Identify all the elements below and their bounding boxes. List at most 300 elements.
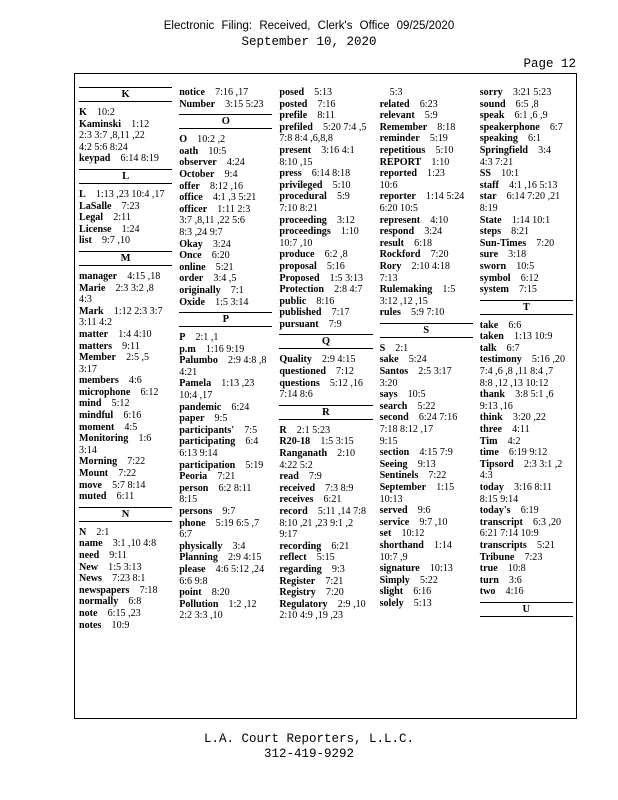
index-word: star xyxy=(479,191,497,203)
page-line-refs: 7:21 xyxy=(325,575,344,587)
page-line-refs: 6:24 7:16 7:18 8:12 ,17 9:15 xyxy=(379,412,458,447)
index-word: search xyxy=(379,400,408,412)
index-entry xyxy=(179,483,272,506)
index-entry xyxy=(480,122,573,134)
index-word: transcripts xyxy=(479,539,527,551)
page-line-refs: 5:10 xyxy=(435,144,454,156)
index-word: Ranganath xyxy=(279,448,328,460)
index-entry xyxy=(79,550,172,562)
index-entry xyxy=(380,528,473,540)
page-line-refs: 1:12 2:3 3:7 3:11 4:2 xyxy=(79,305,163,329)
index-entry xyxy=(79,468,172,480)
index-entry xyxy=(380,145,473,157)
index-entry xyxy=(480,424,573,436)
section-letter: P xyxy=(179,312,272,327)
page-line-refs: 1:5 3:12 ,12 ,15 xyxy=(379,284,456,307)
index-entry xyxy=(279,319,372,331)
index-word: section xyxy=(379,447,410,459)
index-word: Oxide xyxy=(179,296,205,308)
index-word: shorthand xyxy=(379,539,424,551)
index-word: Santos xyxy=(379,366,409,378)
index-entry xyxy=(79,596,172,608)
index-entry xyxy=(279,99,372,111)
index-entry xyxy=(480,99,573,111)
index-entry xyxy=(179,250,272,262)
page-line-refs: 6:14 8:18 xyxy=(311,168,351,180)
index-word: News xyxy=(79,573,102,585)
index-entry xyxy=(380,87,473,99)
index-word: transcript xyxy=(479,516,523,528)
index-entry xyxy=(380,366,473,389)
index-word: LaSalle xyxy=(79,200,112,212)
index-entry xyxy=(79,456,172,468)
index-entry xyxy=(480,320,573,332)
section-letter: L xyxy=(79,169,172,184)
index-word: speaking xyxy=(479,133,518,145)
index-word: License xyxy=(79,223,112,235)
page-line-refs: 6:23 xyxy=(419,98,438,110)
index-word: online xyxy=(179,261,206,273)
index-entry xyxy=(380,261,473,284)
index-entry xyxy=(480,552,573,564)
index-entry xyxy=(380,505,473,517)
index-word: sake xyxy=(379,354,399,366)
page-line-refs: 6:4 6:13 9:14 xyxy=(179,436,259,460)
index-word: Seeing xyxy=(379,458,408,470)
page-line-refs: 8:20 xyxy=(211,587,230,599)
index-entry xyxy=(480,459,573,482)
page-line-refs: 3:15 5:23 xyxy=(225,98,264,110)
index-word: read xyxy=(279,471,299,483)
index-word: prefiled xyxy=(279,121,313,133)
section-letter: N xyxy=(79,507,172,522)
page-line-refs: 7:12 xyxy=(336,366,354,378)
page-line-refs: 2:1 ,1 xyxy=(195,332,219,344)
index-entry xyxy=(279,378,372,401)
index-entry xyxy=(380,540,473,563)
index-entry xyxy=(380,412,473,447)
index-word: public xyxy=(279,295,307,307)
index-word: note xyxy=(79,607,98,619)
index-word: Rockford xyxy=(379,249,421,261)
page-line-refs: 5:19 6:5 ,7 6:7 xyxy=(179,517,260,541)
page-line-refs: 5:22 xyxy=(417,400,436,412)
index-word: phone xyxy=(179,517,206,529)
index-word: list xyxy=(79,235,92,247)
index-word: need xyxy=(79,550,100,561)
page-line-refs: 6:5 ,8 xyxy=(515,98,539,110)
index-word: R xyxy=(279,424,287,436)
page-line-refs: 6:16 xyxy=(123,410,142,422)
index-entry xyxy=(79,329,172,341)
index-entry xyxy=(179,285,272,297)
index-word: privileged xyxy=(279,179,323,191)
index-entry xyxy=(380,517,473,529)
page-line-refs: 8:11 xyxy=(317,110,335,122)
index-word: Tipsord xyxy=(479,458,514,470)
index-entry xyxy=(79,107,172,119)
page-line-refs: 7:17 xyxy=(331,307,350,319)
index-word: Kaminski xyxy=(79,118,122,130)
index-entry xyxy=(179,506,272,518)
index-word: participating xyxy=(179,436,236,448)
index-word: true xyxy=(479,563,498,575)
index-entry xyxy=(279,366,372,378)
index-word: Morning xyxy=(79,456,118,468)
index-entry xyxy=(380,470,473,482)
index-entry xyxy=(179,460,272,472)
page-line-refs: 6:19 xyxy=(520,505,539,517)
index-word: order xyxy=(179,273,204,285)
index-word: related xyxy=(379,98,410,110)
index-word: persons xyxy=(179,506,213,517)
page-line-refs: 6:19 9:12 xyxy=(508,447,548,459)
index-word: R20-18 xyxy=(279,436,311,448)
index-entry xyxy=(279,168,372,180)
index-column xyxy=(175,74,275,718)
section-letter: R xyxy=(279,405,372,420)
page-line-refs: 2:3 3:1 ,2 4:3 xyxy=(479,458,563,482)
index-word: Once xyxy=(179,250,202,262)
index-entry xyxy=(179,99,272,111)
index-word: present xyxy=(279,144,312,156)
index-word: REPORT xyxy=(379,156,422,168)
index-entry xyxy=(480,436,573,448)
index-word: rules xyxy=(379,307,401,319)
index-entry xyxy=(279,226,372,249)
index-entry xyxy=(79,352,172,375)
page-line-refs: 6:3 ,20 6:21 7:14 10:9 xyxy=(479,516,562,540)
page-line-refs: 9:3 xyxy=(331,563,345,575)
page-line-refs: 9:7 ,10 xyxy=(102,235,131,247)
page-line-refs: 4:11 xyxy=(512,424,530,436)
page-line-refs: 10:12 xyxy=(401,528,425,540)
index-word: officer xyxy=(179,203,208,215)
index-entry xyxy=(380,226,473,238)
page-line-refs: 4:24 xyxy=(226,157,245,169)
index-word: testimony xyxy=(479,354,522,366)
page-line-refs: 2:5 3:17 3:20 xyxy=(379,366,452,389)
index-word: sworn xyxy=(479,260,507,272)
index-entry xyxy=(79,341,172,353)
index-entry xyxy=(279,261,372,273)
page-line-refs: 6:7 xyxy=(549,121,563,133)
index-word: participation xyxy=(179,459,236,471)
page-line-refs: 6:20 xyxy=(211,250,230,262)
index-entry xyxy=(480,284,573,296)
index-word: speakerphone xyxy=(479,121,540,133)
index-word: office xyxy=(179,192,203,204)
index-entry xyxy=(279,448,372,471)
index-word: notice xyxy=(179,87,205,98)
index-entry xyxy=(480,389,573,412)
page-line-refs: 8:16 xyxy=(316,295,335,307)
page-line-refs: 1:11 2:3 3:7 ,8,11 ,22 5:6 8:3 ,24 9:7 xyxy=(179,203,251,238)
index-entry xyxy=(79,271,172,283)
index-entry xyxy=(380,133,473,145)
page-line-refs: 8:21 xyxy=(511,226,530,238)
page-line-refs: 5:9 xyxy=(424,110,438,122)
index-word: Protection xyxy=(279,284,325,296)
page-line-refs: 1:13 ,23 10:4 ,17 xyxy=(95,188,165,200)
index-word: normally xyxy=(79,596,119,608)
index-word: thank xyxy=(479,389,505,401)
index-entry xyxy=(179,518,272,541)
index-entry xyxy=(380,575,473,587)
index-word: represent xyxy=(379,214,421,226)
index-entry xyxy=(179,587,272,599)
index-entry xyxy=(279,599,372,622)
page-line-refs: 6:8 xyxy=(128,596,142,608)
page-line-refs: 7:16 ,17 xyxy=(215,87,249,98)
page-line-refs: 2:10 4:18 7:13 xyxy=(379,260,450,284)
index-word: New xyxy=(79,561,99,573)
index-column xyxy=(75,74,175,718)
index-word: posed xyxy=(279,87,305,98)
index-column xyxy=(275,74,375,718)
page-line-refs: 6:21 xyxy=(331,540,350,552)
index-entry xyxy=(380,354,473,366)
index-word: proceeding xyxy=(279,214,327,226)
page-line-refs: 10:5 xyxy=(516,260,535,272)
index-word: questioned xyxy=(279,366,326,378)
index-word: matter xyxy=(79,328,109,340)
page-line-refs: 1:14 5:24 6:20 10:5 xyxy=(379,191,465,214)
index-word: second xyxy=(379,412,409,424)
page-line-refs: 1:13 10:9 xyxy=(513,331,553,343)
page-line-refs: 7:3 8:9 xyxy=(325,482,354,494)
index-entry xyxy=(279,180,372,192)
index-word: Monitoring xyxy=(79,433,129,445)
index-word: steps xyxy=(479,226,502,238)
page-line-refs: 7:9 xyxy=(308,471,322,483)
page-line-refs: 1:12 2:3 3:7 ,8,11 ,22 4:2 5:6 8:24 xyxy=(79,118,150,153)
page-line-refs: 1:4 4:10 xyxy=(118,328,152,340)
page-line-refs: 7:22 xyxy=(428,470,447,482)
footer-phone: 312-419-9292 xyxy=(263,747,354,761)
page-line-refs: 6:6 xyxy=(508,319,522,331)
index-entry xyxy=(380,122,473,134)
page-line-refs: 5:21 xyxy=(536,539,555,551)
index-word: L xyxy=(79,188,86,200)
index-word: Planning xyxy=(179,552,218,564)
footer-company: L.A. Court Reporters, L.L.C. xyxy=(203,732,415,746)
index-entry xyxy=(179,332,272,344)
page-line-refs: 2:1 5:23 xyxy=(296,424,331,436)
page-line-refs: 9:13 xyxy=(417,458,436,470)
index-entry xyxy=(179,192,272,204)
index-entry xyxy=(79,422,172,434)
page-line-refs: 3:21 5:23 xyxy=(512,87,552,98)
index-word: respond xyxy=(379,226,415,238)
page-line-refs: 10:13 xyxy=(429,563,453,575)
index-word: Pollution xyxy=(179,598,219,610)
index-word: Remember xyxy=(379,121,428,133)
index-word: Rulemaking xyxy=(379,284,433,296)
index-entry xyxy=(279,145,372,168)
index-word: Palumbo xyxy=(179,355,218,367)
index-entry xyxy=(79,573,172,585)
index-word: repetitious xyxy=(379,144,426,156)
page-line-refs: 5:16 ,20 7:4 ,6 ,8 ,11 8:4 ,7 8:8 ,12 ,13 10:12 xyxy=(479,354,565,389)
page-line-refs: 7:20 xyxy=(325,587,344,599)
section-letter: U xyxy=(480,602,573,617)
page-line-refs: 3:4 xyxy=(232,540,246,552)
index-word: move xyxy=(79,479,102,491)
page-line-refs: 5:12 xyxy=(111,398,130,410)
index-word: procedural xyxy=(279,191,327,203)
page-line-refs: 3:1 ,10 4:8 xyxy=(112,538,157,550)
index-entry xyxy=(480,586,573,598)
index-entry xyxy=(279,576,372,588)
index-entry xyxy=(480,575,573,587)
index-word: S xyxy=(379,342,386,354)
index-entry xyxy=(380,249,473,261)
section-letter: S xyxy=(380,323,473,338)
index-entry xyxy=(79,480,172,492)
index-word: produce xyxy=(279,249,315,261)
page-line-refs: 6:14 8:19 xyxy=(120,153,159,165)
index-entry xyxy=(480,482,573,505)
index-entry xyxy=(79,538,172,550)
page-line-refs: 7:22 xyxy=(127,456,146,468)
index-entry xyxy=(380,563,473,575)
index-entry xyxy=(279,215,372,227)
index-word: Sun-Times xyxy=(479,237,527,249)
index-word: moment xyxy=(79,421,115,433)
index-entry xyxy=(380,238,473,250)
page-number: Page 12 xyxy=(523,57,576,71)
index-entry xyxy=(79,433,172,456)
index-entry xyxy=(380,401,473,413)
page-line-refs: 5:9 7:10 xyxy=(410,307,445,319)
index-word: turn xyxy=(479,574,499,586)
page-line-refs: 8:18 xyxy=(437,121,456,133)
word-index-table xyxy=(74,73,577,719)
page-line-refs: 6:21 xyxy=(323,494,342,506)
page-line-refs: 1:5 3:15 xyxy=(320,436,354,448)
index-word: mindful xyxy=(79,410,114,422)
index-entry xyxy=(380,307,473,319)
index-entry xyxy=(480,215,573,227)
index-word: Proposed xyxy=(279,272,320,284)
page-line-refs: 1:14 10:7 ,9 xyxy=(379,539,452,563)
index-word: relevant xyxy=(379,110,415,122)
page-line-refs: 4:16 xyxy=(505,586,524,598)
index-entry xyxy=(279,494,372,506)
index-word: symbol xyxy=(479,272,511,284)
page-line-refs: 2:8 4:7 xyxy=(334,284,363,296)
index-word: Rory xyxy=(379,260,402,272)
index-entry xyxy=(380,343,473,355)
page-line-refs: 4:2 xyxy=(507,435,521,447)
index-word: questions xyxy=(279,377,320,389)
index-entry xyxy=(480,110,573,122)
page-line-refs: 5:21 xyxy=(215,261,234,273)
index-entry xyxy=(279,425,372,437)
index-entry xyxy=(279,354,372,366)
index-entry xyxy=(480,563,573,575)
index-entry xyxy=(480,412,573,424)
index-entry xyxy=(179,599,272,622)
index-word: Legal xyxy=(79,212,104,224)
index-entry xyxy=(480,343,573,355)
index-word: says xyxy=(379,389,398,401)
page-line-refs: 2:9 4:15 xyxy=(322,354,356,366)
index-entry xyxy=(179,425,272,437)
index-word: Tim xyxy=(479,435,498,447)
index-word: Simply xyxy=(379,574,410,586)
index-entry xyxy=(179,344,272,356)
index-word: regarding xyxy=(279,563,322,575)
page-line-refs: 2:3 3:2 ,8 4:3 xyxy=(79,282,154,306)
page-line-refs: 4:10 xyxy=(430,214,449,226)
index-word: today's xyxy=(479,505,511,517)
index-entry xyxy=(179,436,272,459)
index-entry xyxy=(279,87,372,99)
index-entry xyxy=(480,87,573,99)
index-word: proposal xyxy=(279,260,317,272)
page-line-refs: 7:16 xyxy=(317,98,336,110)
page-line-refs: 9:7 xyxy=(222,506,236,517)
page-line-refs: 7:20 xyxy=(536,237,555,249)
page-line-refs: 4:6 5:12 ,24 6:6 9:8 xyxy=(179,563,265,587)
index-word: Mark xyxy=(79,305,104,317)
page-line-refs: 5:11 ,14 7:8 8:10 ,21 ,23 9:1 ,2 9:17 xyxy=(279,506,367,541)
index-entry xyxy=(279,552,372,564)
index-word: September xyxy=(379,482,427,493)
page-line-refs: 6:18 xyxy=(414,237,433,249)
page-line-refs: 9:6 xyxy=(417,505,431,517)
index-word: Sentinels xyxy=(379,470,419,482)
page-line-refs: 6:24 xyxy=(231,401,250,413)
index-word: slight xyxy=(379,586,404,598)
page-line-refs: 7:18 xyxy=(139,584,158,596)
page-line-refs: 1:16 9:19 xyxy=(205,343,245,355)
page-line-refs: 9:5 xyxy=(214,413,228,425)
index-word: receives xyxy=(279,494,314,506)
index-word: reminder xyxy=(379,133,420,145)
page-line-refs: 7:23 8:1 xyxy=(112,573,146,585)
page-line-refs: 1:6 3:14 xyxy=(79,433,152,456)
index-word: oath xyxy=(179,145,199,157)
index-entry xyxy=(380,284,473,307)
index-entry xyxy=(480,249,573,261)
index-entry xyxy=(79,527,172,539)
index-entry xyxy=(79,283,172,306)
page-line-refs: 6:16 xyxy=(413,586,432,598)
hearing-date: September 10, 2020 xyxy=(241,35,377,49)
index-word: Number xyxy=(179,98,216,110)
index-word: notes xyxy=(79,619,102,631)
page-line-refs: 1:14 10:1 xyxy=(511,214,551,226)
page-line-refs: 6:2 ,8 xyxy=(324,249,348,261)
page-line-refs: 1:15 10:13 xyxy=(379,482,455,505)
page-line-refs: 7:23 xyxy=(524,551,543,563)
index-entry xyxy=(79,201,172,213)
index-word: mind xyxy=(79,398,102,410)
index-entry xyxy=(179,413,272,425)
page-line-refs: 1:13 ,23 10:4 ,17 xyxy=(179,378,255,402)
index-entry xyxy=(480,238,573,250)
index-column xyxy=(376,74,476,718)
index-word: proceedings xyxy=(279,226,331,238)
page-line-refs: 4:1 ,3 5:21 xyxy=(212,192,257,204)
index-word: reported xyxy=(379,168,417,180)
page-line-refs: 10:2 xyxy=(96,107,115,118)
page-line-refs: 2:11 xyxy=(113,212,131,224)
page-line-refs: 5:16 xyxy=(326,260,345,272)
